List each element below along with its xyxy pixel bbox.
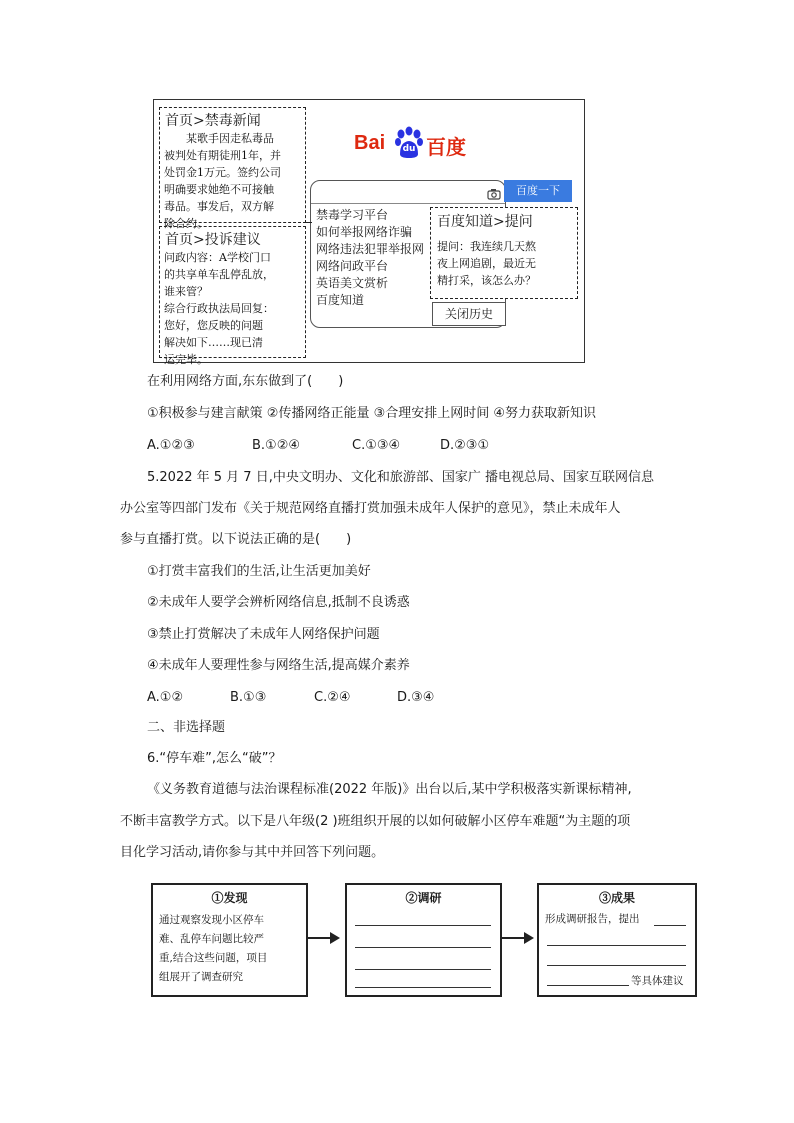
q5-statement: ①打赏丰富我们的生活,让生活更加美好 — [147, 564, 371, 579]
flow-result-line: 形成调研报告，提出 — [545, 913, 640, 925]
history-item[interactable]: 如何举报网络诈骗 — [316, 225, 413, 239]
flow-box-research — [345, 883, 502, 997]
blank-line[interactable] — [547, 985, 629, 986]
flow-line: 重,结合这些问题，项目 — [159, 952, 268, 964]
news-line: 除合约。 — [164, 217, 208, 230]
news-line: 毒品。事发后，双方解 — [164, 200, 274, 213]
history-item[interactable]: 百度知道 — [316, 293, 365, 307]
zhidao-panel — [430, 207, 578, 299]
choice[interactable]: A.①② — [147, 690, 184, 705]
news-line: 某歌手因走私毒品 — [186, 132, 274, 145]
flow-arrow — [308, 932, 340, 944]
q5-stem-line: 参与直播打赏。以下说法正确的是( ) — [120, 532, 352, 547]
q5-statement: ②未成年人要学会辨析网络信息,抵制不良诱惑 — [147, 595, 410, 610]
baidu-logo — [354, 126, 474, 160]
q6-intro-line: 《义务教育道德与法治课程标准(2022 年版)》出台以后,某中学积极落实新课标精神, — [147, 782, 632, 797]
zhidao-line: 提问：我连续几天熬 — [437, 240, 536, 253]
q6-intro-line: 目化学习活动,请你参与其中并回答下列问题。 — [120, 845, 385, 860]
q4-stem: 在利用网络方面,东东做到了( ) — [147, 374, 344, 389]
flow-box-result — [537, 883, 697, 997]
news-panel-title: 首页>禁毒新闻 — [165, 113, 261, 129]
camera-icon[interactable] — [487, 185, 501, 197]
history-item[interactable]: 网络违法犯罪举报网 — [316, 242, 425, 256]
flow-box-title: ①发现 — [211, 891, 248, 905]
section-heading: 二、非选择题 — [147, 720, 226, 735]
news-line: 明确要求她绝不可接触 — [164, 183, 274, 196]
baidu-figure — [153, 99, 585, 366]
flow-box-title: ③成果 — [598, 891, 635, 905]
zhidao-line: 精打采，该怎么办？ — [437, 274, 536, 287]
q5-stem-line: 办公室等四部门发布《关于规范网络直播打赏加强未成年人保护的意见》，禁止未成年人 — [120, 501, 621, 516]
choice[interactable]: B.①③ — [230, 690, 267, 705]
baidu-search-button[interactable]: 百度一下 — [504, 180, 572, 202]
flow-box-discover — [151, 883, 308, 997]
flow-line: 组展开了调查研究 — [159, 971, 243, 983]
history-item[interactable]: 禁毒学习平台 — [316, 208, 389, 222]
choice[interactable]: D.③④ — [397, 690, 435, 705]
complaint-panel — [159, 226, 306, 366]
flow-box-title: ②调研 — [405, 891, 442, 905]
q5-stem-line: 5.2022 年 5 月 7 日,中央文明办、文化和旅游部、国家广 播电视总局、国家互联网信息 — [147, 470, 654, 485]
flow-line: 通过观察发现小区停车 — [159, 914, 264, 926]
blank-line[interactable] — [355, 947, 491, 948]
flow-line: 难、乱停车问题比较严 — [159, 933, 264, 945]
news-panel — [159, 107, 306, 230]
complaint-line: 问政内容：A学校门口 — [164, 251, 271, 264]
search-divider — [311, 203, 505, 204]
zhidao-line: 夜上网追剧，最近无 — [437, 257, 536, 270]
complaint-panel-title: 首页>投诉建议 — [165, 232, 261, 248]
complaint-line: 您好，您反映的问题 — [164, 319, 263, 332]
q5-statement: ④未成年人要理性参与网络生活,提高媒介素养 — [147, 658, 410, 673]
zhidao-title: 百度知道>提问 — [437, 214, 533, 230]
complaint-line: 的共享单车乱停乱放， — [164, 268, 274, 281]
blank-line[interactable] — [654, 925, 686, 926]
news-line: 被判处有期徒刑1年，并 — [164, 149, 281, 162]
q4-choices — [147, 436, 607, 456]
q6-intro-line: 不断丰富教学方式。以下是八年级(2 )班组织开展的以如何破解小区停车难题“为主题的项 — [120, 814, 631, 829]
complaint-line: 解决如下……现已清 — [164, 336, 263, 349]
choice[interactable]: C.①③④ — [352, 438, 401, 453]
history-item[interactable]: 网络问政平台 — [316, 259, 389, 273]
connector-line — [304, 222, 312, 223]
baidu-logo-cn: 百度 — [426, 135, 466, 159]
news-line: 处罚金1万元。签约公司 — [164, 166, 281, 179]
baidu-logo-du: du — [402, 144, 416, 154]
blank-line[interactable] — [355, 925, 491, 926]
q6-title: 6.“停车难”,怎么“破”？ — [147, 751, 282, 766]
q5-statement: ③禁止打赏解决了未成年人网络保护问题 — [147, 627, 380, 642]
choice[interactable]: B.①②④ — [252, 438, 301, 453]
complaint-line: 运完毕。 — [164, 353, 208, 366]
baidu-logo-bai: Bai — [354, 132, 386, 154]
complaint-line: 综合行政执法局回复： — [164, 302, 274, 315]
choice[interactable]: C.②④ — [314, 690, 351, 705]
blank-line[interactable] — [355, 969, 491, 970]
flow-arrow — [502, 932, 534, 944]
blank-line[interactable] — [355, 987, 491, 988]
q4-options: ①积极参与建言献策 ②传播网络正能量 ③合理安排上网时间 ④努力获取新知识 — [147, 406, 597, 421]
choice[interactable]: A.①②③ — [147, 438, 195, 453]
complaint-line: 谁来管？ — [164, 285, 208, 298]
close-history-button[interactable]: 关闭历史 — [432, 302, 506, 326]
history-item[interactable]: 英语美文赏析 — [316, 276, 389, 290]
q5-choices — [147, 688, 467, 708]
choice[interactable]: D.②③① — [440, 438, 490, 453]
blank-line[interactable] — [547, 945, 686, 946]
baidu-paw-icon — [394, 126, 424, 160]
flow-result-tail: 等具体建议 — [631, 975, 684, 987]
blank-line[interactable] — [547, 965, 686, 966]
